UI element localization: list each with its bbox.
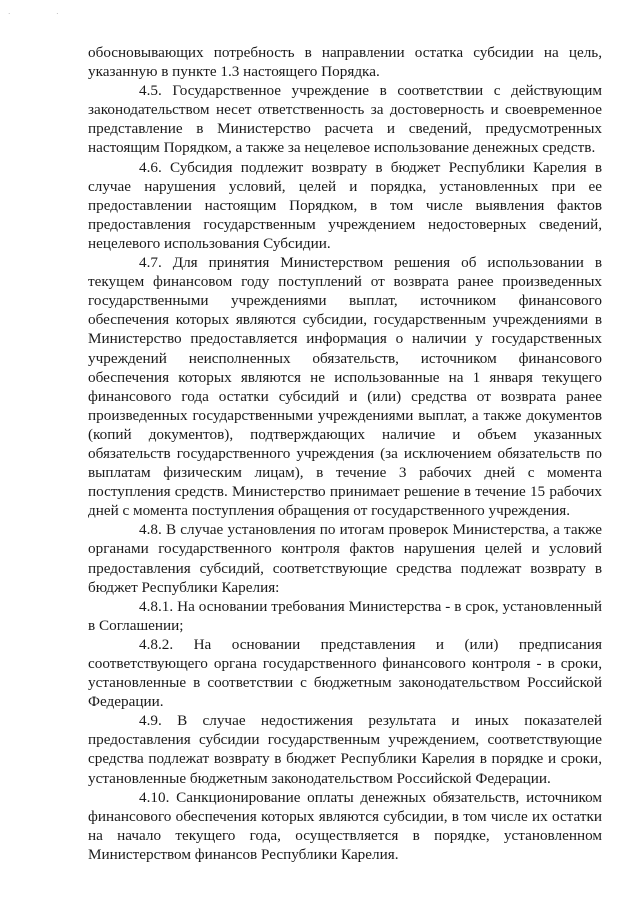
paragraph-4-8-2: 4.8.2. На основании представления и (или) предписания соответствующего органа государственного финансового контроля - в сроки, установленные в соответствии с бюджетным законодательством Российской Федерации. — [88, 635, 602, 711]
scan-marks: · · — [8, 10, 81, 18]
paragraph-4-8-1: 4.8.1. На основании требования Министерства - в срок, установленный в Соглашении; — [88, 597, 602, 634]
paragraph-4-5: 4.5. Государственное учреждение в соответствии с действующим законодательством несет ответственность за достоверность и своевременное представление в Министерство расчета и сведений, предусмотренных настоящим Порядком, а также за нецелевое использование денежных средств. — [88, 82, 602, 157]
paragraph-4-8: 4.8. В случае установления по итогам проверок Министерства, а также органами государственного контроля фактов нарушения целей и условий предоставления субсидий, соответствующие средства подлежат возврату в бюджет Республики Карелия: — [88, 521, 602, 596]
paragraph-4-6: 4.6. Субсидия подлежит возврату в бюджет Республики Карелия в случае нарушения условий, целей и порядка, установленных при ее предоставлении настоящим Порядком, в том числе выявления фактов предоставления государственным учреждением недостоверных сведений, нецелевого использования Субсидии. — [88, 158, 602, 252]
paragraph-continuation: обосновывающих потребность в направлении остатка субсидии на цель, указанную в пункте 1.3 настоящего Порядка. — [88, 44, 602, 81]
document-body — [88, 43, 602, 864]
paragraph-4-9: 4.9. В случае недостижения результата и иных показателей предоставления субсидии государственным учреждением, соответствующие средства подлежат возврату в бюджет Республики Карелия в порядке и сроки, установленные бюджетным законодательством Российской Федерации. — [88, 712, 602, 787]
paragraph-4-7: 4.7. Для принятия Министерством решения об использовании в текущем финансовом году поступлений от возврата ранее произведенных государственными учреждениями выплат, источником финансового обеспечения которых являются субсидии, государственным учреждениями в Министерство предоставляется информация о наличии у государственных учреждений неисполненных обязательств, источником финансового обеспечения которых являются не использованные на 1 января текущего финансового года остатки субсидий и (или) средства от возврата ранее произведенных государственными учреждениями выплат, а также документов (копий документов), подтверждающих наличие и объем указанных обязательств государственного учреждения (за исключением обязательств по выплатам физическим лицам), в течение 3 рабочих дней с момента поступления средств. Министерство принимает решение в течение 15 рабочих дней с момента поступления обращения от государственного учреждения. — [88, 254, 602, 520]
paragraph-4-10: 4.10. Санкционирование оплаты денежных обязательств, источником финансового обеспечения которых являются субсидии, в том числе их остатки на начало текущего года, осуществляется в порядке, установленном Министерством финансов Республики Карелия. — [88, 788, 602, 863]
